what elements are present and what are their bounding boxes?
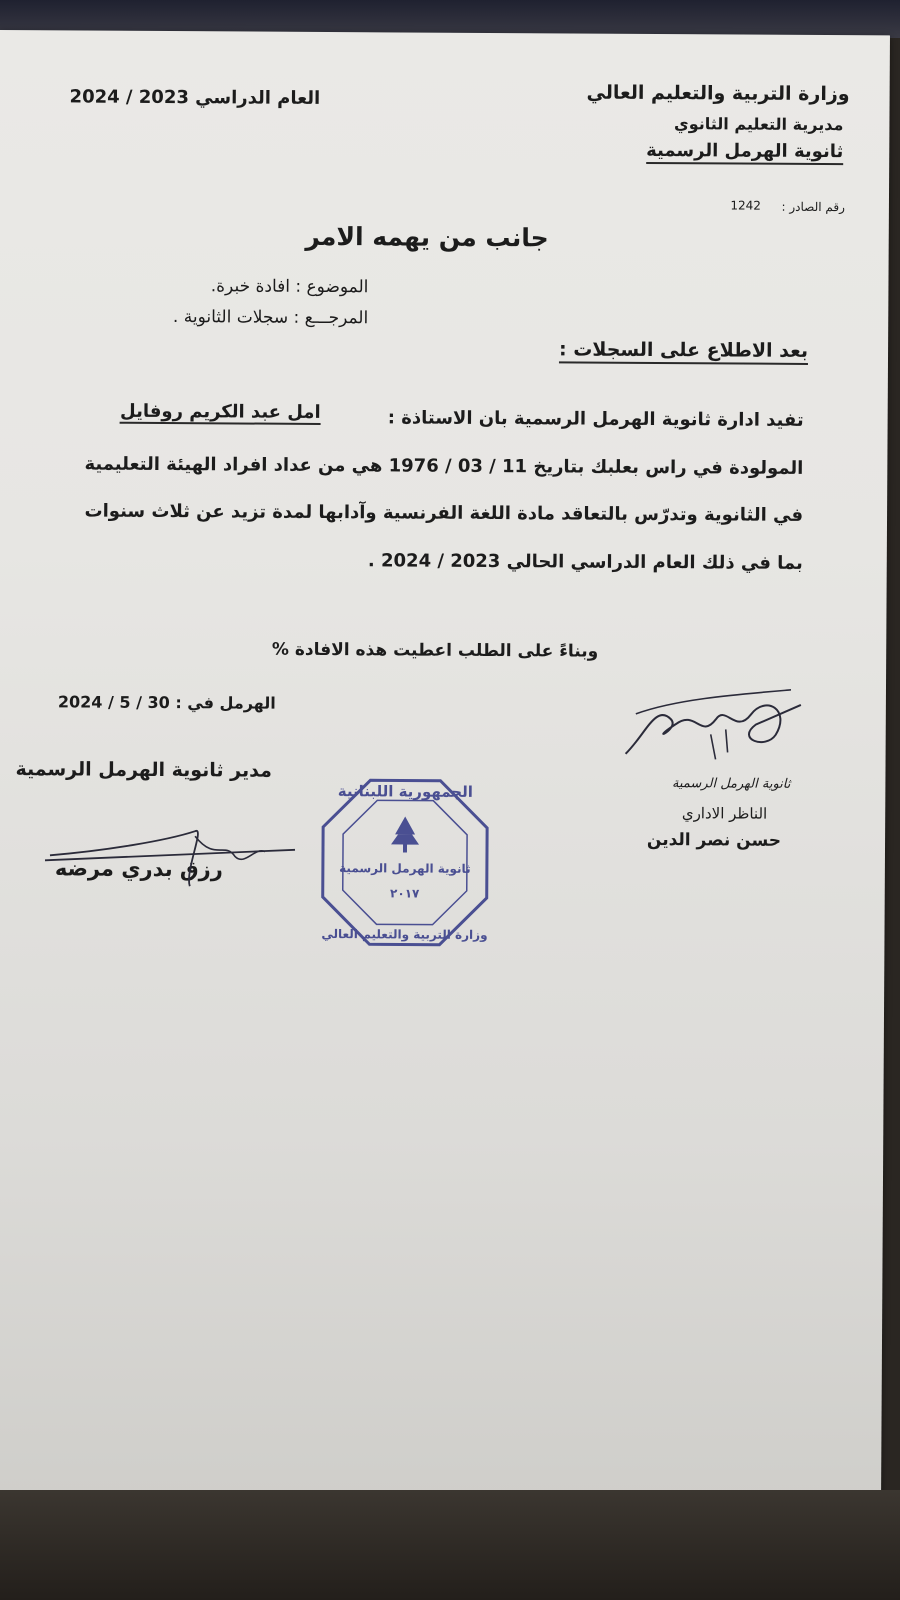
document-sheet <box>0 30 890 1505</box>
principal-title: مدير ثانوية الهرمل الرسمية <box>15 758 272 782</box>
teacher-name: امل عبد الكريم روفايل <box>119 400 321 423</box>
seal-bottom-text: وزارة التربية والتعليم العالي <box>321 926 488 942</box>
academic-year: العام الدراسي 2023 / 2024 <box>69 86 321 109</box>
seal-middle-text: ثانوية الهرمل الرسمية <box>339 861 471 876</box>
admin-signature <box>615 664 816 775</box>
seal-top-text: الجمهورية اللبنانية <box>337 782 473 801</box>
principal-name: رزق بدري مرضه <box>54 856 223 882</box>
body-line-1: تفيد ادارة ثانوية الهرمل الرسمية بان الاستاذة : <box>387 407 804 431</box>
subject-line: الموضوع : افادة خبرة. <box>210 276 369 298</box>
body-line-2: المولودة في راس بعلبك بتاريخ 11 / 03 / 1976 هي من عداد افراد الهيئة التعليمية <box>84 453 804 479</box>
admin-title: الناظر الاداري <box>681 804 768 823</box>
body-line-4: بما في ذلك العام الدراسي الحالي 2023 / 2024 . <box>367 550 803 574</box>
page-title: جانب من يهمه الامر <box>305 221 549 253</box>
body-line-3: في الثانوية وتدرّس بالتعاقد مادة اللغة الفرنسية وآدابها لمدة تزيد عن ثلاث سنوات <box>84 500 804 526</box>
cedar-icon <box>391 816 419 852</box>
photo-background-bottom <box>0 1490 900 1600</box>
reference-line: المرجـــع : سجلات الثانوية . <box>172 307 369 329</box>
directorate-heading: مديرية التعليم الثانوي <box>674 114 844 135</box>
reference-number: 1242 <box>730 198 761 213</box>
admin-school-handwritten: ثانوية الهرمل الرسمية <box>672 776 791 792</box>
after-review-heading: بعد الاطلاع على السجلات : <box>559 338 808 365</box>
principal-signature <box>45 800 306 892</box>
date-line: الهرمل في : 30 / 5 / 2024 <box>57 692 276 713</box>
school-heading: ثانوية الهرمل الرسمية <box>646 140 843 165</box>
seal-year: ٢٠١٧ <box>390 886 420 901</box>
admin-name: حسن نصر الدين <box>646 829 782 851</box>
reference-label: رقم الصادر : <box>781 199 845 215</box>
ministry-heading: وزارة التربية والتعليم العالي <box>586 81 850 106</box>
official-seal <box>314 772 495 953</box>
closing-statement: وبناءً على الطلب اعطيت هذه الافادة % <box>271 639 599 662</box>
